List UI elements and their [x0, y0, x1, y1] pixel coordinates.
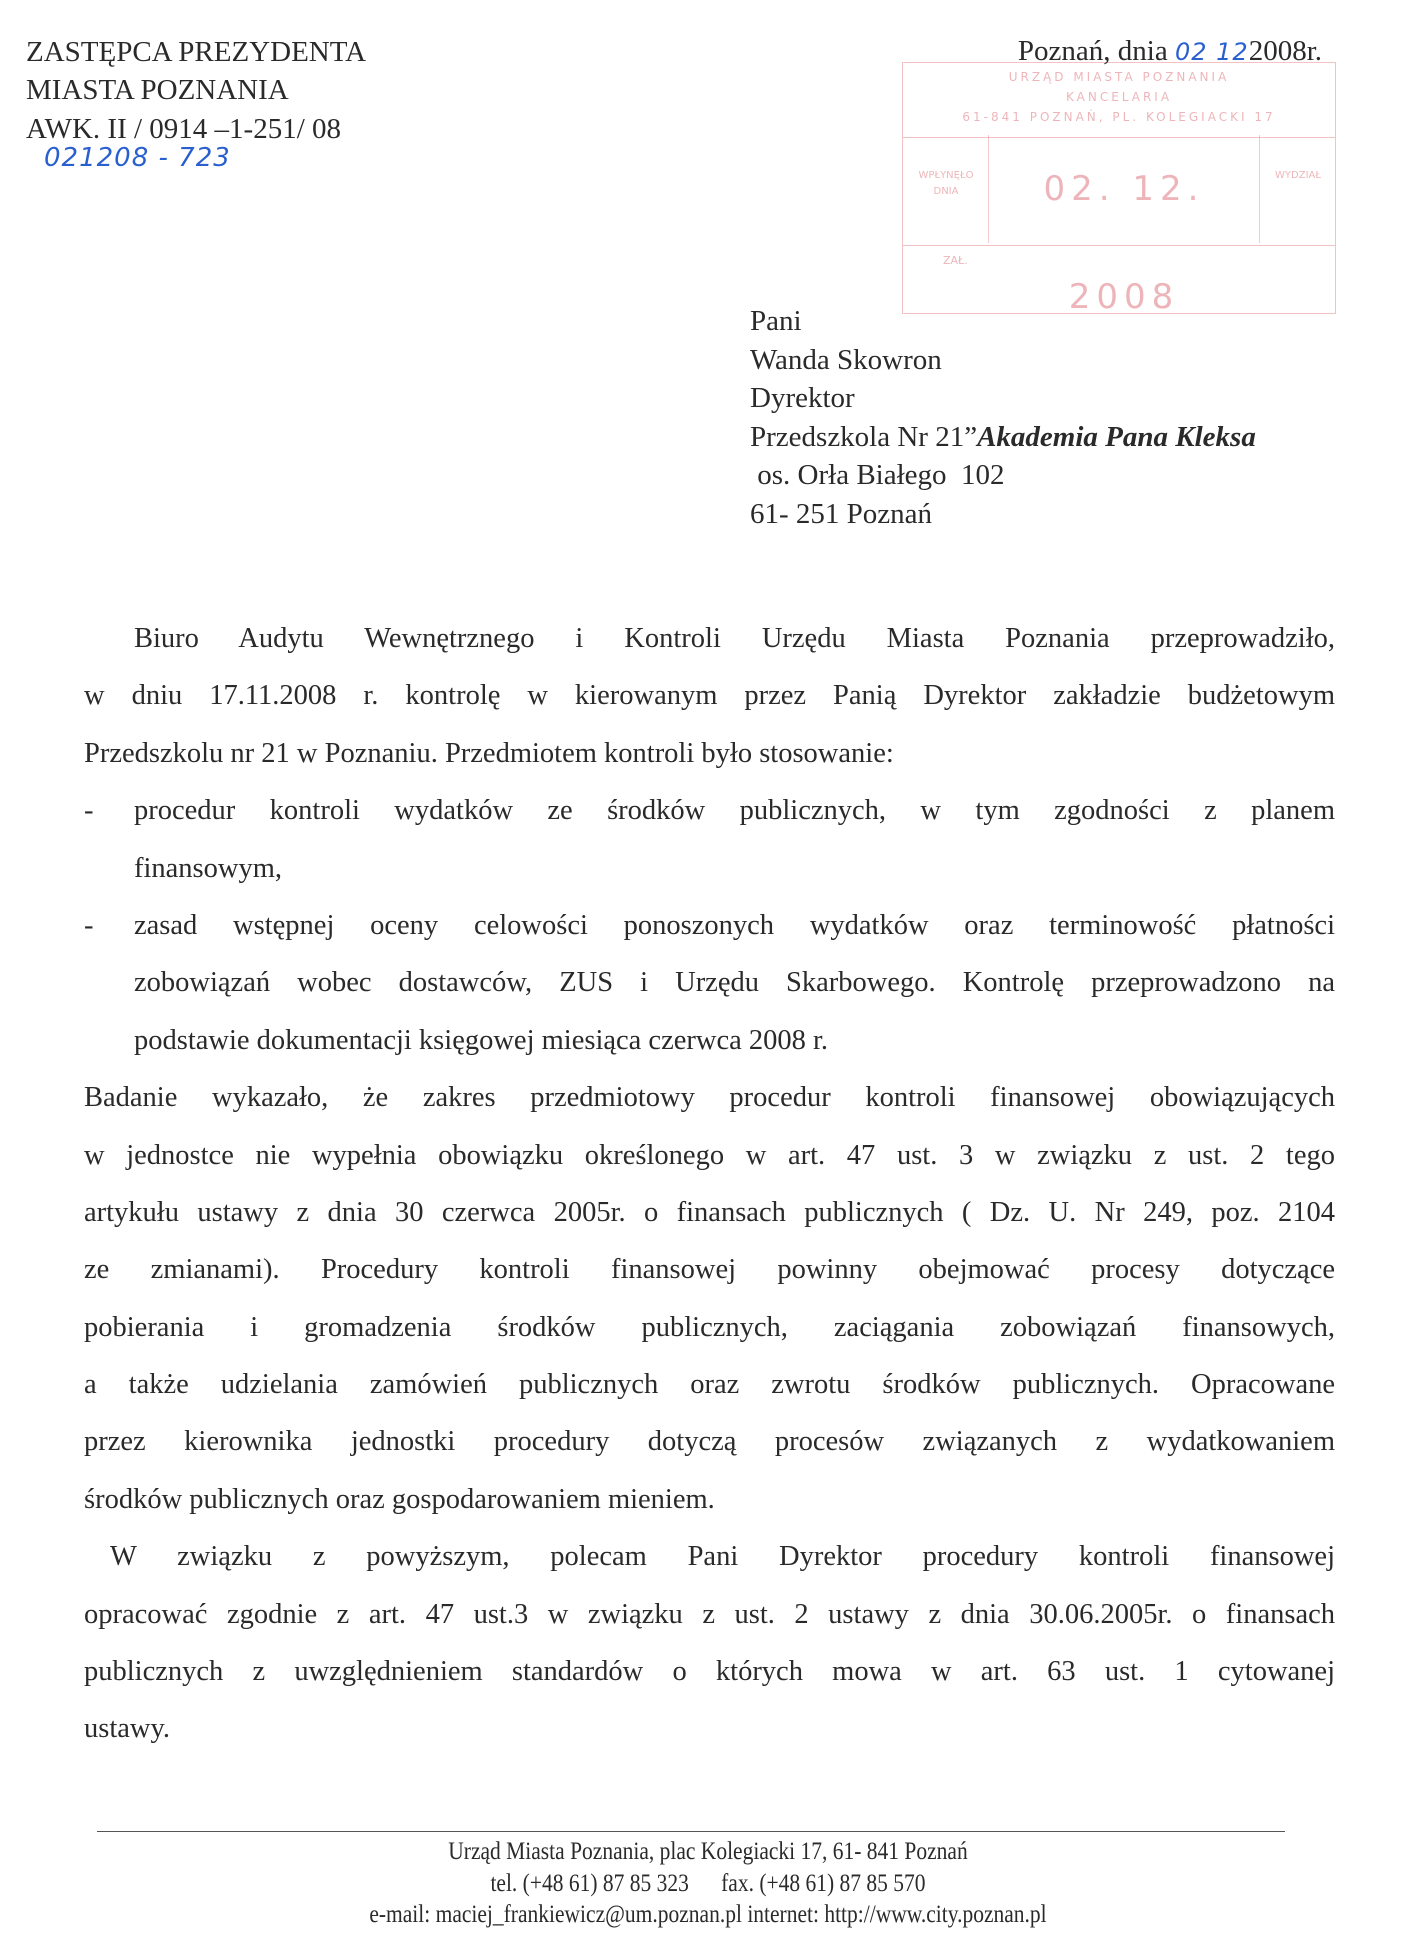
handwritten-registry-number: 021208 - 723: [44, 143, 231, 173]
footer-divider: [97, 1831, 1285, 1832]
body-line-text: w jednostce nie wypełnia obowiązku określonego w art. 47 ust. 3 w związku z ust. 2 tego: [84, 1139, 1335, 1171]
bullet-dash: -: [84, 909, 94, 941]
body-line: [84, 667, 1335, 724]
body-line-text: artykułu ustawy z dnia 30 czerwca 2005r. o finansach publicznych ( Dz. U. Nr 249, poz. 2104: [84, 1196, 1335, 1228]
body-line: [84, 782, 1335, 839]
stamp-attachments: ZAŁ.: [903, 245, 1335, 313]
letter-date: [1018, 32, 1322, 71]
body-line-text: ustawy.: [84, 1713, 171, 1745]
body-line: [84, 897, 1335, 954]
body-line-text: ze zmianami). Procedury kontroli finansowej powinny obejmować procesy dotyczące: [84, 1254, 1335, 1286]
registry-stamp: [902, 62, 1336, 317]
body-line: [84, 1413, 1335, 1470]
body-line-text: w dniu 17.11.2008 r. kontrolę w kierowanym przez Panią Dyrektor zakładzie budżetowym: [84, 680, 1335, 712]
date-year: 2008r.: [1248, 35, 1322, 67]
body-line: [84, 1012, 1335, 1069]
footer-contact: e-mail: maciej_frankiewicz@um.poznan.pl internet: http://www.city.poznan.pl: [369, 1901, 1047, 1928]
body-line: [84, 1356, 1335, 1413]
recipient-street: os. Orła Białego 102: [750, 459, 1005, 491]
handwritten-date: 02 12: [1174, 38, 1249, 66]
body-line-text: Przedszkolu nr 21 w Poznaniu. Przedmiotem kontroli było stosowanie:: [84, 737, 894, 769]
stamp-address: 61-841 POZNAŃ, PL. KOLEGIACKI 17: [962, 110, 1276, 124]
school-prefix: Przedszkola Nr 21”: [750, 421, 978, 453]
stamp-dept: KANCELARIA: [1065, 90, 1173, 104]
body-line: [84, 1643, 1335, 1700]
body-line-text: zobowiązań wobec dostawców, ZUS i Urzędu Skarbowego. Kontrolę przeprowadzono na: [134, 967, 1335, 999]
body-line: [84, 1241, 1335, 1298]
body-line: [84, 725, 1335, 782]
body-line-text: publicznych z uwzględnieniem standardów o których mowa w art. 63 ust. 1 cytowanej: [84, 1656, 1335, 1688]
body-line: [84, 1184, 1335, 1241]
date-prefix: Poznań, dnia: [1017, 35, 1175, 67]
recipient-city: 61- 251 Poznań: [750, 498, 933, 530]
stamp-date: 02. 12. 2008: [988, 135, 1260, 243]
stamp-office: URZĄD MIASTA POZNANIA: [1008, 70, 1230, 84]
stamp-received-label: WPŁYNĘŁO DNIA: [918, 170, 974, 197]
school-name: Akademia Pana Kleksa: [977, 421, 1256, 453]
body-line-text: procedur kontroli wydatków ze środków publicznych, w tym zgodności z planem: [134, 795, 1335, 827]
body-line: [84, 1127, 1335, 1184]
body-line: [84, 1471, 1335, 1528]
body-line: [84, 840, 1335, 897]
stamp-dept-label: WYDZIAŁ: [1275, 170, 1321, 181]
body-line: [84, 1586, 1335, 1643]
recipient-institution: [750, 418, 1256, 457]
body-line: [84, 954, 1335, 1011]
body-line-text: W związku z powyższym, polecam Pani Dyrektor procedury kontroli finansowej: [110, 1541, 1335, 1573]
body-line: [84, 610, 1335, 667]
body-line-text: przez kierownika jednostki procedury dotyczą procesów związanych z wydatkowaniem: [84, 1426, 1335, 1458]
sender-title-line-2: MIASTA POZNANIA: [26, 74, 289, 106]
body-line-text: Badanie wykazało, że zakres przedmiotowy procedur kontroli finansowej obowiązujących: [84, 1082, 1335, 1114]
footer: [0, 1836, 1416, 1931]
letter-body: [84, 610, 1335, 1758]
body-line-text: Biuro Audytu Wewnętrznego i Kontroli Urzędu Miasta Poznania przeprowadziło,: [134, 623, 1335, 654]
bullet-dash: -: [84, 795, 94, 827]
recipient-position: Dyrektor: [750, 382, 855, 414]
footer-address: Urząd Miasta Poznania, plac Kolegiacki 17, 61- 841 Poznań: [448, 1838, 968, 1865]
sender-title-line-1: ZASTĘPCA PREZYDENTA: [26, 36, 367, 68]
recipient-salutation: Pani: [750, 305, 802, 337]
body-line-text: opracować zgodnie z art. 47 ust.3 w związku z ust. 2 ustawy z dnia 30.06.2005r. o finansach: [84, 1598, 1335, 1630]
footer-phones: tel. (+48 61) 87 85 323 fax. (+48 61) 87 85 570: [490, 1869, 926, 1897]
body-line: [84, 1299, 1335, 1356]
recipient-name: Wanda Skowron: [750, 344, 942, 376]
reference-number: AWK. II / 0914 –1-251/ 08: [26, 113, 342, 145]
body-line-text: pobierania i gromadzenia środków publicznych, zaciągania zobowiązań finansowych,: [84, 1311, 1335, 1343]
body-line-text: finansowym,: [134, 852, 283, 884]
body-line: [84, 1528, 1335, 1585]
body-line-text: podstawie dokumentacji księgowej miesiąca czerwca 2008 r.: [134, 1024, 829, 1056]
body-line-text: środków publicznych oraz gospodarowaniem mieniem.: [84, 1483, 715, 1515]
body-line: [84, 1700, 1335, 1757]
body-line-text: zasad wstępnej oceny celowości ponoszonych wydatków oraz terminowość płatności: [134, 909, 1335, 941]
body-line-text: a także udzielania zamówień publicznych oraz zwrotu środków publicznych. Opracowane: [84, 1369, 1335, 1401]
body-line: [84, 1069, 1335, 1126]
